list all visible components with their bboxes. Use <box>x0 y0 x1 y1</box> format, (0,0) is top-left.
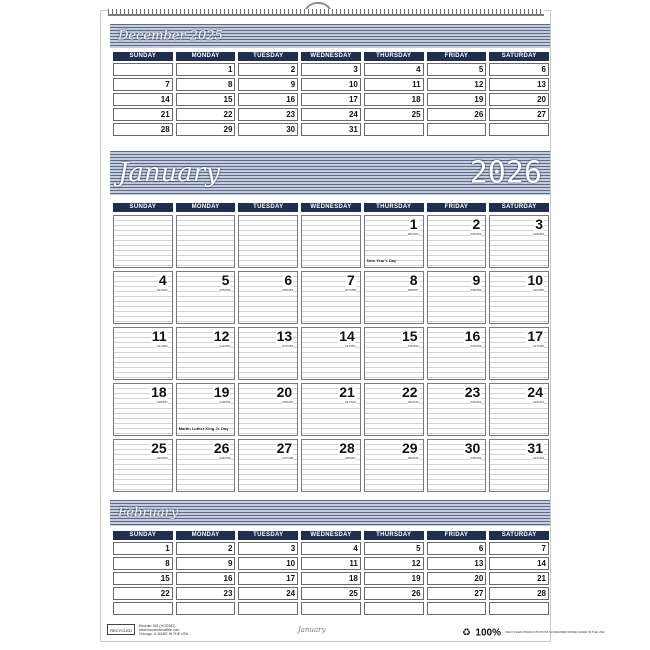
day-cell[interactable]: 11 <box>364 78 424 91</box>
day-cell[interactable] <box>489 602 549 615</box>
day-cell[interactable]: 16 <box>238 93 298 106</box>
day-cell[interactable]: 19 <box>364 572 424 585</box>
day-cell[interactable]: 13 <box>427 557 487 570</box>
day-cell[interactable]: 18 <box>364 93 424 106</box>
weekday-header: SUNDAY <box>113 52 173 61</box>
day-of-year-count: 010/355 <box>533 288 544 292</box>
day-cell[interactable] <box>176 271 236 324</box>
day-cell[interactable]: 20 <box>489 93 549 106</box>
holiday-label: New Year's Day <box>366 258 397 263</box>
day-of-year-count: 019/346 <box>219 400 231 404</box>
publisher-line: Chicago, IL MADE IN THE USA <box>139 632 189 636</box>
day-cell[interactable] <box>113 602 173 615</box>
recycled-percentage: 100% <box>475 627 501 639</box>
day-cell[interactable]: 18 <box>301 572 361 585</box>
day-number: 16 <box>464 328 481 344</box>
day-of-year-count: 031/334 <box>533 456 544 460</box>
day-number: 4 <box>158 272 167 288</box>
day-cell[interactable]: 14 <box>113 93 173 106</box>
february-mini-calendar <box>113 531 549 615</box>
day-cell[interactable]: 5 <box>364 542 424 555</box>
day-of-year-count: 017/348 <box>533 344 544 348</box>
december-header-band <box>110 24 550 48</box>
weekday-header: SUNDAY <box>113 531 173 540</box>
february-header-band <box>110 500 550 526</box>
weekday-header: MONDAY <box>176 531 236 540</box>
january-main-calendar <box>113 203 549 492</box>
day-number: 31 <box>527 440 543 456</box>
day-cell[interactable] <box>364 383 424 436</box>
day-cell[interactable]: 14 <box>489 557 549 570</box>
january-title: January <box>118 158 221 188</box>
january-year: 2026 <box>469 155 542 191</box>
day-of-year-count: 007/358 <box>344 288 356 292</box>
day-number: 26 <box>213 440 230 456</box>
day-cell[interactable] <box>113 63 173 76</box>
day-of-year-count: 023/342 <box>470 400 482 404</box>
day-cell[interactable] <box>176 215 236 268</box>
day-cell[interactable] <box>238 271 298 324</box>
day-cell[interactable]: 7 <box>113 78 173 91</box>
wire-binding-bar <box>108 14 544 16</box>
day-cell[interactable]: 11 <box>301 557 361 570</box>
day-cell[interactable]: 23 <box>238 108 298 121</box>
day-number: 18 <box>151 384 167 400</box>
day-of-year-count: 012/353 <box>219 344 231 348</box>
day-number: 14 <box>339 328 355 344</box>
day-number: 9 <box>472 272 481 288</box>
day-cell[interactable]: 13 <box>489 78 549 91</box>
day-cell[interactable]: 3 <box>301 63 361 76</box>
day-cell[interactable]: 15 <box>176 93 236 106</box>
day-cell[interactable]: 28 <box>489 587 549 600</box>
day-of-year-count: 025/340 <box>156 456 168 460</box>
day-cell[interactable] <box>364 271 424 324</box>
day-of-year-count: 004/361 <box>156 288 168 292</box>
day-cell[interactable]: 9 <box>238 78 298 91</box>
day-cell[interactable]: 19 <box>427 93 487 106</box>
day-cell[interactable]: 6 <box>489 63 549 76</box>
day-number: 30 <box>464 440 481 456</box>
weekday-header: FRIDAY <box>427 203 487 212</box>
january-header-band <box>110 151 550 195</box>
weekday-header: WEDNESDAY <box>301 203 361 212</box>
day-cell[interactable]: 24 <box>238 587 298 600</box>
day-cell[interactable] <box>238 602 298 615</box>
day-cell[interactable]: 24 <box>301 108 361 121</box>
day-cell[interactable] <box>364 439 424 492</box>
day-cell[interactable] <box>427 602 487 615</box>
day-cell[interactable]: 22 <box>176 108 236 121</box>
day-cell[interactable]: 16 <box>176 572 236 585</box>
day-number: 3 <box>535 216 543 232</box>
day-of-year-count: 022/343 <box>407 400 419 404</box>
day-of-year-count: 001/364 <box>407 232 419 236</box>
footer-month-label: January <box>298 626 326 634</box>
day-number: 13 <box>276 328 293 344</box>
day-cell[interactable] <box>427 383 487 436</box>
day-number: 7 <box>347 272 355 288</box>
weekday-header: THURSDAY <box>364 203 424 212</box>
day-cell[interactable]: 27 <box>427 587 487 600</box>
weekday-header: WEDNESDAY <box>301 52 361 61</box>
day-of-year-count: 020/345 <box>282 400 294 404</box>
day-cell[interactable] <box>301 383 361 436</box>
day-cell[interactable] <box>489 327 549 380</box>
day-of-year-count: 005/360 <box>219 288 231 292</box>
day-of-year-count: 016/349 <box>470 344 482 348</box>
holiday-label: Martin Luther King Jr. Day <box>178 426 229 431</box>
day-cell[interactable] <box>113 383 173 436</box>
day-cell[interactable]: 15 <box>113 572 173 585</box>
weekday-header: SATURDAY <box>489 531 549 540</box>
day-cell[interactable]: 1 <box>176 63 236 76</box>
day-cell[interactable] <box>301 327 361 380</box>
day-cell[interactable] <box>489 123 549 136</box>
day-of-year-count: 014/351 <box>344 344 356 348</box>
day-number: 6 <box>284 272 293 288</box>
day-of-year-count: 003/362 <box>533 232 544 236</box>
day-of-year-count: 027/338 <box>282 456 294 460</box>
day-cell[interactable] <box>301 602 361 615</box>
day-number: 15 <box>401 328 418 344</box>
day-number: 25 <box>151 440 167 456</box>
day-cell[interactable] <box>364 602 424 615</box>
day-cell[interactable]: 22 <box>113 587 173 600</box>
day-of-year-count: 009/356 <box>470 288 482 292</box>
day-of-year-count: 030/335 <box>470 456 482 460</box>
day-number: 17 <box>527 328 543 344</box>
day-cell[interactable]: 8 <box>113 557 173 570</box>
weekday-header: SATURDAY <box>489 203 549 212</box>
day-cell[interactable]: 29 <box>176 123 236 136</box>
weekday-header: THURSDAY <box>364 52 424 61</box>
day-number: 28 <box>339 440 355 456</box>
day-cell[interactable]: 4 <box>301 542 361 555</box>
day-cell[interactable]: 3 <box>238 542 298 555</box>
day-cell[interactable]: 20 <box>427 572 487 585</box>
day-cell[interactable] <box>176 602 236 615</box>
day-cell[interactable] <box>238 383 298 436</box>
day-cell[interactable]: 7 <box>489 542 549 555</box>
december-title: December 2025 <box>118 28 223 44</box>
weekday-header: TUESDAY <box>238 52 298 61</box>
day-cell[interactable]: 10 <box>238 557 298 570</box>
february-title: February <box>118 505 179 521</box>
day-cell[interactable]: 2 <box>238 63 298 76</box>
day-of-year-count: 029/336 <box>407 456 419 460</box>
day-cell[interactable]: 1 <box>113 542 173 555</box>
day-cell[interactable]: 28 <box>113 123 173 136</box>
day-cell[interactable]: 12 <box>364 557 424 570</box>
day-cell[interactable] <box>489 383 549 436</box>
day-cell[interactable]: 9 <box>176 557 236 570</box>
day-of-year-count: 024/341 <box>533 400 544 404</box>
weekday-header: SUNDAY <box>113 203 173 212</box>
day-cell[interactable] <box>364 215 424 268</box>
day-cell[interactable] <box>427 439 487 492</box>
day-cell[interactable] <box>301 215 361 268</box>
recycled-note: RECYCLED PRODUCTS POST CONSUMER PAPER MADE IN THE USA <box>505 630 605 635</box>
day-cell[interactable] <box>364 123 424 136</box>
day-cell[interactable]: 10 <box>301 78 361 91</box>
day-cell[interactable] <box>427 215 487 268</box>
day-cell[interactable] <box>238 439 298 492</box>
day-of-year-count: 018/347 <box>156 400 168 404</box>
day-cell[interactable] <box>427 327 487 380</box>
day-cell[interactable]: 30 <box>238 123 298 136</box>
day-number: 27 <box>276 440 293 456</box>
weekday-header: MONDAY <box>176 52 236 61</box>
weekday-header: TUESDAY <box>238 531 298 540</box>
day-cell[interactable]: 26 <box>364 587 424 600</box>
day-number: 21 <box>339 384 355 400</box>
day-number: 5 <box>221 272 230 288</box>
day-number: 24 <box>527 384 543 400</box>
day-cell[interactable] <box>301 271 361 324</box>
publisher-line: www.houseofdoolittle.com <box>139 628 180 632</box>
day-cell[interactable] <box>301 439 361 492</box>
day-cell[interactable] <box>113 439 173 492</box>
day-cell[interactable]: 17 <box>238 572 298 585</box>
day-cell[interactable] <box>113 271 173 324</box>
footer-publisher-info <box>107 624 227 636</box>
day-cell[interactable] <box>427 123 487 136</box>
day-number: 20 <box>276 384 293 400</box>
weekday-header: FRIDAY <box>427 531 487 540</box>
day-number: 29 <box>401 440 418 456</box>
day-cell[interactable] <box>176 383 236 436</box>
day-cell[interactable]: 25 <box>301 587 361 600</box>
day-of-year-count: 006/359 <box>282 288 294 292</box>
day-cell[interactable] <box>113 215 173 268</box>
day-of-year-count: 008/357 <box>407 288 419 292</box>
december-mini-calendar <box>113 52 549 136</box>
day-number: 12 <box>213 328 230 344</box>
day-cell[interactable] <box>489 271 549 324</box>
day-number: 2 <box>472 216 481 232</box>
day-cell[interactable]: 21 <box>489 572 549 585</box>
day-cell[interactable] <box>238 327 298 380</box>
day-cell[interactable]: 27 <box>489 108 549 121</box>
day-number: 19 <box>213 384 230 400</box>
day-cell[interactable]: 23 <box>176 587 236 600</box>
weekday-header: TUESDAY <box>238 203 298 212</box>
weekday-header: MONDAY <box>176 203 236 212</box>
day-cell[interactable] <box>364 327 424 380</box>
day-cell[interactable]: 12 <box>427 78 487 91</box>
day-cell[interactable]: 21 <box>113 108 173 121</box>
recycle-icon: ♻ <box>462 627 471 639</box>
weekday-header: FRIDAY <box>427 52 487 61</box>
day-of-year-count: 026/339 <box>219 456 231 460</box>
day-number: 23 <box>464 384 481 400</box>
day-cell[interactable]: 5 <box>427 63 487 76</box>
day-of-year-count: 011/354 <box>157 344 168 348</box>
recycled-badge: RECYCLED <box>107 624 135 635</box>
day-of-year-count: 028/337 <box>344 456 356 460</box>
day-cell[interactable] <box>176 439 236 492</box>
day-number: 22 <box>401 384 418 400</box>
weekday-header: THURSDAY <box>364 531 424 540</box>
day-cell[interactable] <box>113 327 173 380</box>
footer-recycled-mark <box>462 624 605 639</box>
publisher-line: Reorder 362 (HOD362) <box>139 624 176 628</box>
day-cell[interactable] <box>427 271 487 324</box>
day-cell[interactable]: 6 <box>427 542 487 555</box>
day-number: 11 <box>151 328 167 344</box>
day-number: 8 <box>409 272 418 288</box>
day-cell[interactable] <box>176 327 236 380</box>
day-cell[interactable] <box>238 215 298 268</box>
day-of-year-count: 013/352 <box>282 344 294 348</box>
day-cell[interactable]: 26 <box>427 108 487 121</box>
day-cell[interactable]: 8 <box>176 78 236 91</box>
publisher-text <box>139 624 188 636</box>
day-of-year-count: 021/344 <box>344 400 356 404</box>
day-cell[interactable]: 4 <box>364 63 424 76</box>
day-cell[interactable]: 31 <box>301 123 361 136</box>
day-number: 1 <box>409 216 418 232</box>
weekday-header: SATURDAY <box>489 52 549 61</box>
weekday-header: WEDNESDAY <box>301 531 361 540</box>
day-of-year-count: 015/350 <box>407 344 419 348</box>
day-cell[interactable] <box>489 439 549 492</box>
day-cell[interactable]: 17 <box>301 93 361 106</box>
day-cell[interactable] <box>489 215 549 268</box>
day-number: 10 <box>527 272 543 288</box>
day-cell[interactable]: 25 <box>364 108 424 121</box>
day-cell[interactable]: 2 <box>176 542 236 555</box>
day-of-year-count: 002/363 <box>470 232 482 236</box>
